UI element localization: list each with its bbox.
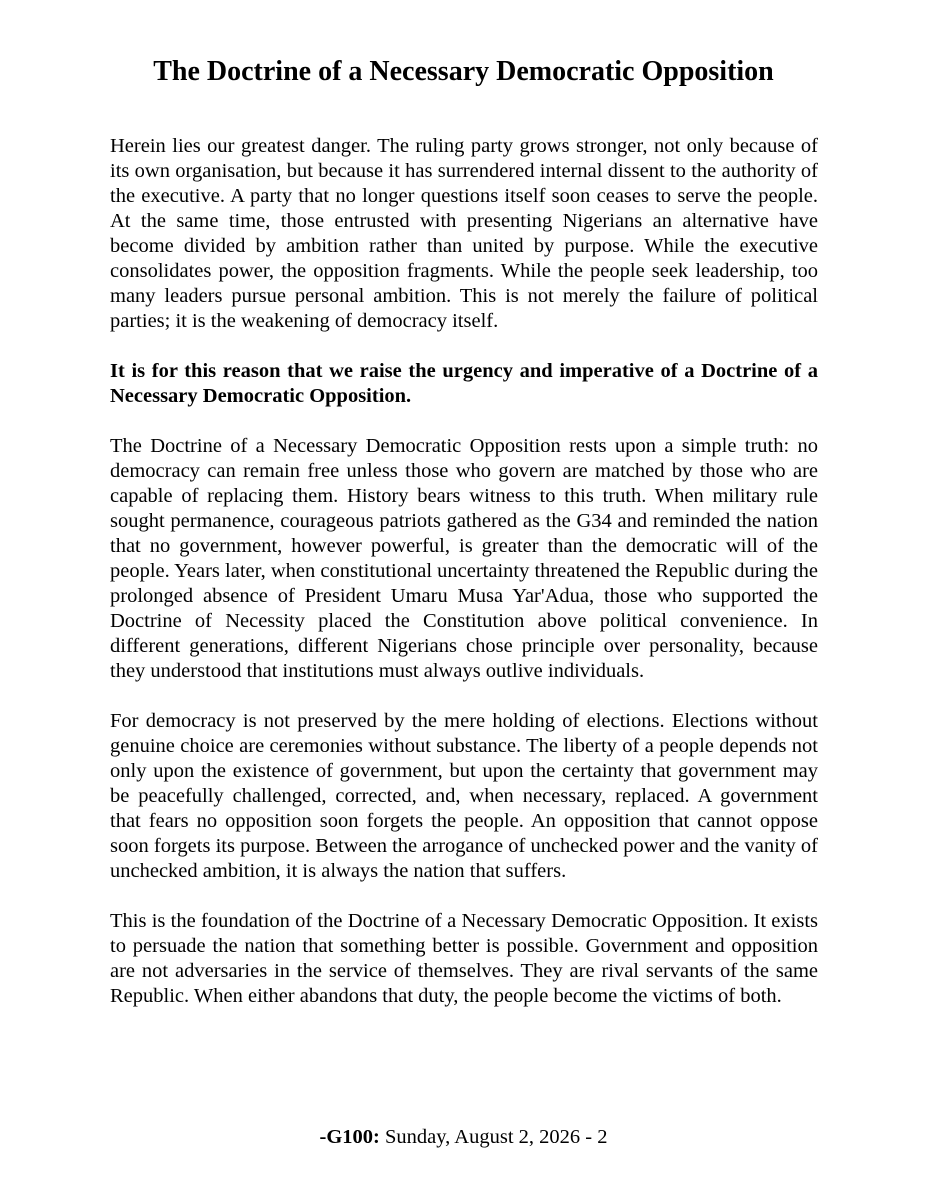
paragraph-doctrine-truth: The Doctrine of a Necessary Democratic Opposition rests upon a simple truth: no democracy can remain free unless those who govern are matched by those who are capable of replacing them. History bears witness to this truth. When military rule sought permanence, courageous patriots gathered as the G34 and reminded the nation that no government, however powerful, is greater than the democratic will of the people. Years later, when constitutional uncertainty threatened the Republic during the prolonged absence of President Umaru Musa Yar'Adua, those who supported the Doctrine of Necessity placed the Constitution above political convenience. In different generations, different Nigerians chose principle over personality, because they understood that institutions must always outlive individuals. [110, 435, 818, 682]
document-body [110, 134, 818, 1034]
paragraph-danger: Herein lies our greatest danger. The ruling party grows stronger, not only because of its own organisation, but because it has surrendered internal dissent to the authority of the executive. A party that no longer questions itself soon ceases to serve the people. At the same time, those entrusted with presenting Nigerians an alternative have become divided by ambition rather than united by purpose. While the executive consolidates power, the opposition fragments. While the people seek leadership, too many leaders pursue personal ambition. This is not merely the failure of political parties; it is the weakening of democracy itself. [110, 135, 818, 332]
document-title: The Doctrine of a Necessary Democratic Opposition [153, 56, 774, 87]
paragraph-foundation: This is the foundation of the Doctrine of a Necessary Democratic Opposition. It exists to persuade the nation that something better is possible. Government and opposition are not adversaries in the service of themselves. They are rival servants of the same Republic. When either abandons that duty, the people become the victims of both. [110, 910, 818, 1007]
paragraph-elections: For democracy is not preserved by the mere holding of elections. Elections without genuine choice are ceremonies without substance. The liberty of a people depends not only upon the existence of government, but upon the certainty that government may be peacefully challenged, corrected, and, when necessary, replaced. A government that fears no opposition soon forgets the people. An opposition that cannot oppose soon forgets its purpose. Between the arrogance of unchecked power and the vanity of unchecked ambition, it is always the nation that suffers. [110, 710, 818, 882]
footer-signature: -G100: [319, 1126, 380, 1148]
page-footer [0, 1124, 927, 1150]
paragraph-urgency: It is for this reason that we raise the urgency and imperative of a Doctrine of a Necessary Democratic Opposition. [110, 360, 818, 407]
footer-date-page: Sunday, August 2, 2026 - 2 [379, 1126, 608, 1148]
